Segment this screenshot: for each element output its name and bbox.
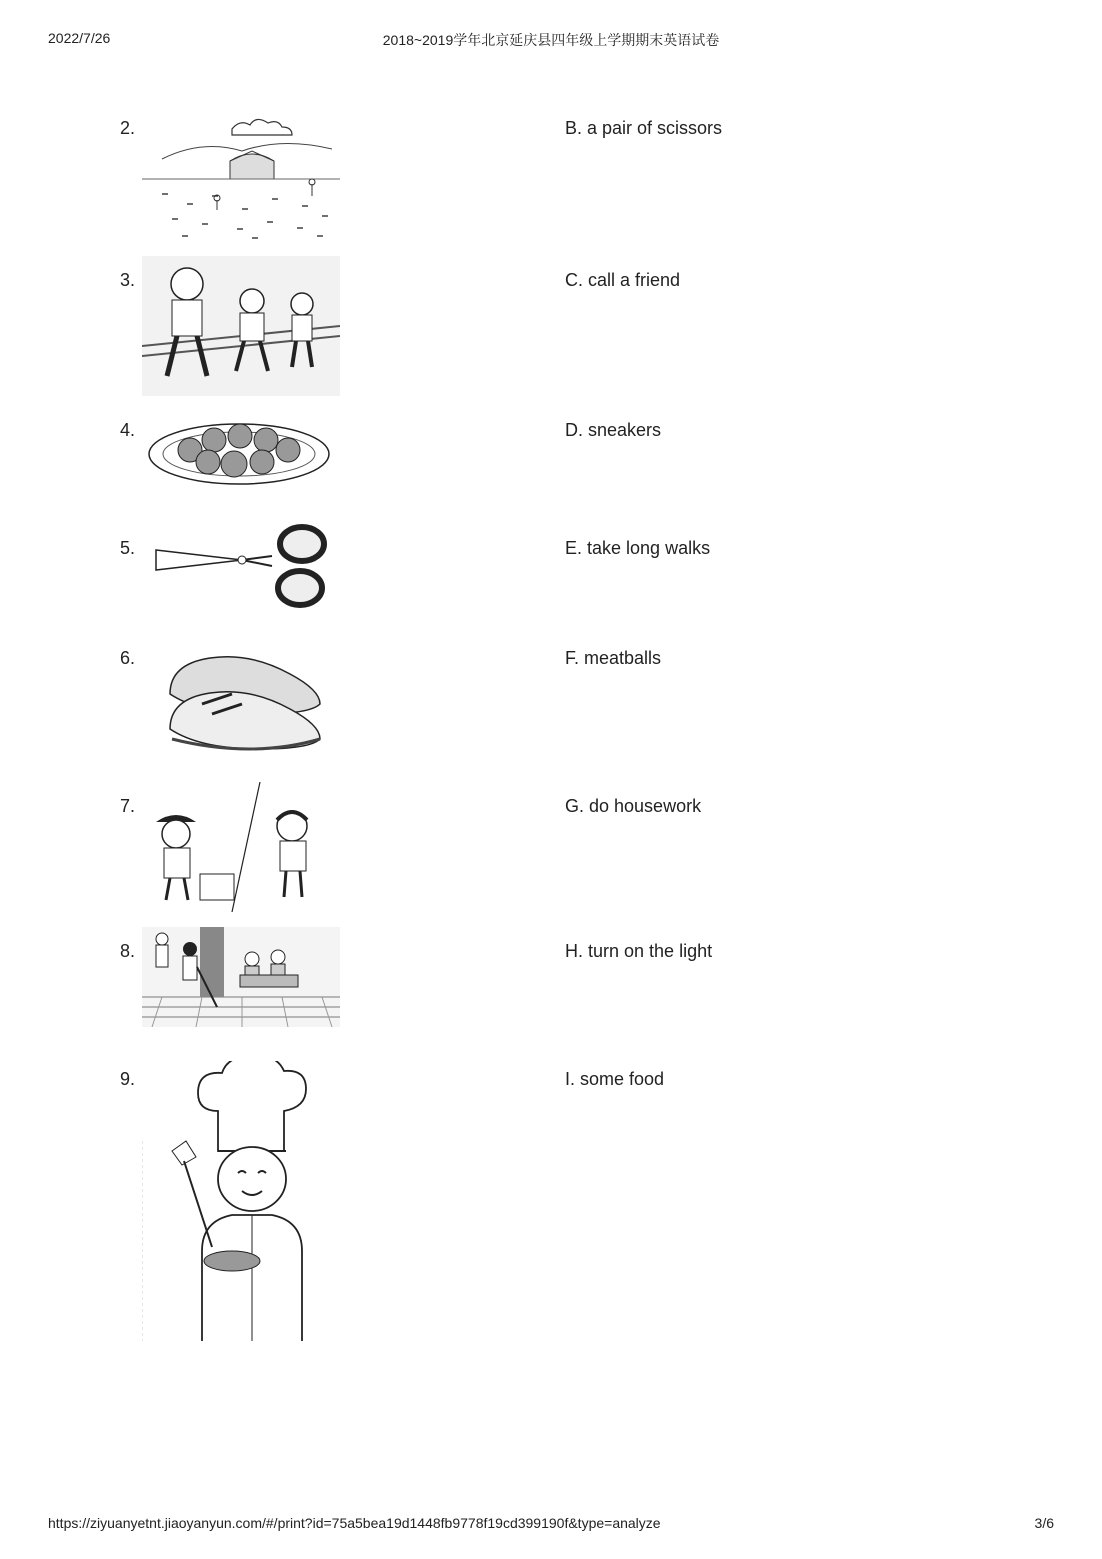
question-number: 6. (120, 648, 136, 668)
chef-food-image (142, 1061, 340, 1346)
answer-option: C. call a friend (565, 270, 681, 290)
question-number: 7. (120, 796, 136, 816)
meatballs-plate-image (142, 406, 340, 496)
answer-option: H. turn on the light (565, 941, 713, 961)
question-number: 4. (120, 420, 136, 440)
answer-option: I. some food (565, 1069, 665, 1089)
document-title: 2018~2019学年北京延庆县四年级上学期期末英语试卷 (382, 32, 720, 48)
answer-option: G. do housework (565, 796, 702, 816)
family-walking-image (142, 256, 340, 396)
sneakers-image (142, 634, 340, 759)
family-housework-image (142, 927, 340, 1027)
scissors-image (142, 524, 340, 619)
answer-option: D. sneakers (565, 420, 662, 440)
footer-url[interactable]: https://ziyuanyetnt.jiaoyanyun.com/#/print?id=75a5bea19d1448fb9778f19cd399190f&type=analyze (48, 1515, 661, 1531)
page-number: 3/6 (1034, 1515, 1054, 1531)
yurt-grassland-image (142, 104, 340, 244)
answer-option: F. meatballs (565, 648, 662, 668)
answer-option: E. take long walks (565, 538, 711, 558)
kids-phone-call-image (142, 782, 340, 917)
question-number: 8. (120, 941, 136, 961)
answer-option: B. a pair of scissors (565, 118, 723, 138)
question-number: 2. (120, 118, 136, 138)
question-number: 5. (120, 538, 136, 558)
question-number: 3. (120, 270, 136, 290)
print-date: 2022/7/26 (48, 30, 111, 46)
question-number: 9. (120, 1069, 136, 1089)
